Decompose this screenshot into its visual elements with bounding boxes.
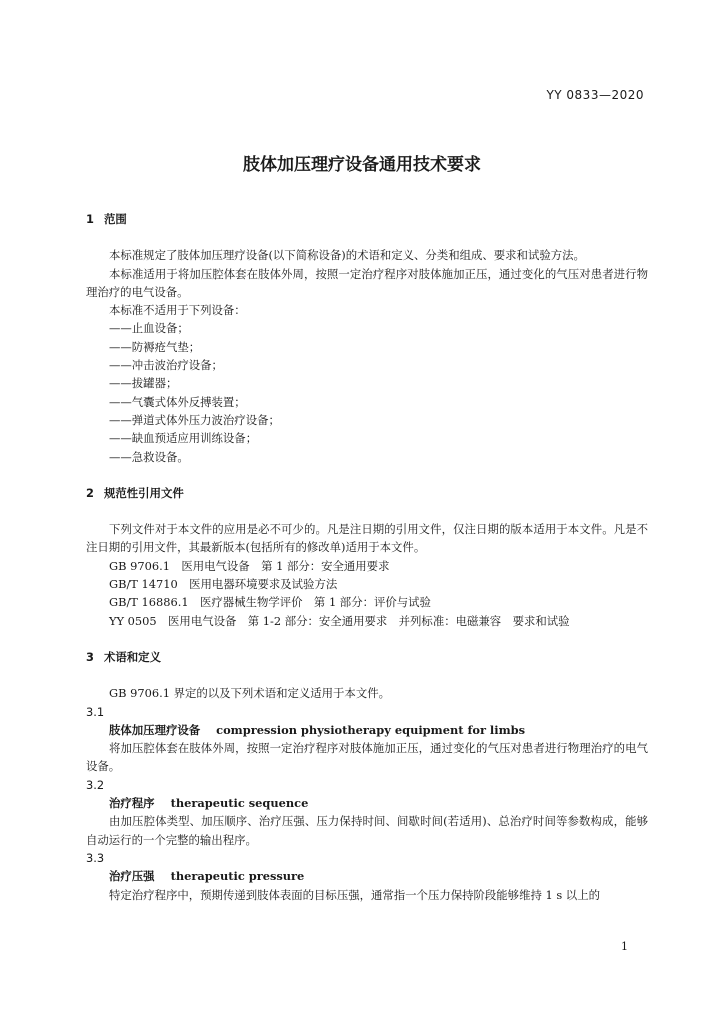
page-number: 1 [621,940,628,953]
paragraph: GB 9706.1 界定的以及下列术语和定义适用于本文件。 [109,686,390,701]
term-number: 3.2 [86,777,105,792]
paragraph: 本标准不适用于下列设备： [109,303,246,318]
term-definition: 特定治疗程序中，预期传递到肢体表面的目标压强，通常指一个压力保持阶段能够维持 1 s 以上的 [109,887,600,902]
section-number: 1 [86,212,94,226]
term-zh: 治疗压强 [109,869,155,884]
reference-item: GB/T 16886.1 医疗器械生物学评价 第 1 部分：评价与试验 [109,595,431,610]
document-title: 肢体加压理疗设备通用技术要求 [243,155,481,175]
paragraph: 本标准规定了肢体加压理疗设备(以下简称设备)的术语和定义、分类和组成、要求和试验方法。 [109,248,585,263]
section-title: 范围 [104,212,127,226]
list-item: ——弹道式体外压力波治疗设备； [109,412,280,427]
section-title: 规范性引用文件 [104,485,184,500]
section-number: 2 [86,485,94,500]
section-heading-normative-references [86,484,648,502]
term-en: compression physiotherapy equipment for limbs [216,722,526,737]
list-item: ——缺血预适应用训练设备； [109,431,258,446]
term-title [86,867,648,885]
reference-item: YY 0505 医用电气设备 第 1-2 部分：安全通用要求 并列标准：电磁兼容 要求和试验 [109,613,570,628]
term-zh: 肢体加压理疗设备 [109,722,201,737]
section-number: 3 [86,649,94,664]
term-number: 3.3 [86,850,105,865]
list-item: ——防褥疮气垫； [109,339,201,354]
term-title [86,794,648,812]
term-en: therapeutic pressure [170,869,305,884]
term-definition: 由加压腔体类型、加压顺序、治疗压强、压力保持时间、间歇时间(若适用)、总治疗时间等参数构成，能够自动运行的一个完整的输出程序。 [86,814,648,847]
term-definition: 将加压腔体套在肢体外周，按照一定治疗程序对肢体施加正压，通过变化的气压对患者进行物理治疗的电气设备。 [86,741,648,774]
term-en: therapeutic sequence [170,796,309,811]
section-title: 术语和定义 [104,649,161,664]
reference-item: GB/T 14710 医用电器环境要求及试验方法 [109,577,338,592]
list-item: ——冲击波治疗设备； [109,358,223,373]
term-number: 3.1 [86,704,105,719]
list-item: ——气囊式体外反搏装置； [109,394,246,409]
list-item: ——止血设备； [109,321,189,336]
paragraph: 下列文件对于本文件的应用是必不可少的。凡是注日期的引用文件，仅注日期的版本适用于本文件。凡是不注日期的引用文件，其最新版本(包括所有的修改单)适用于本文件。 [86,522,648,555]
section-heading-scope [86,210,648,228]
standard-code: YY 0833—2020 [546,88,644,102]
list-item: ——急救设备。 [109,449,189,464]
term-zh: 治疗程序 [109,796,155,811]
reference-item: GB 9706.1 医用电气设备 第 1 部分：安全通用要求 [109,558,390,573]
term-title [86,721,648,739]
document-body [86,210,648,904]
paragraph: 本标准适用于将加压腔体套在肢体外周，按照一定治疗程序对肢体施加正压，通过变化的气压对患者进行物理治疗的电气设备。 [86,266,648,299]
section-heading-terms [86,648,648,666]
list-item: ——拔罐器； [109,376,178,391]
